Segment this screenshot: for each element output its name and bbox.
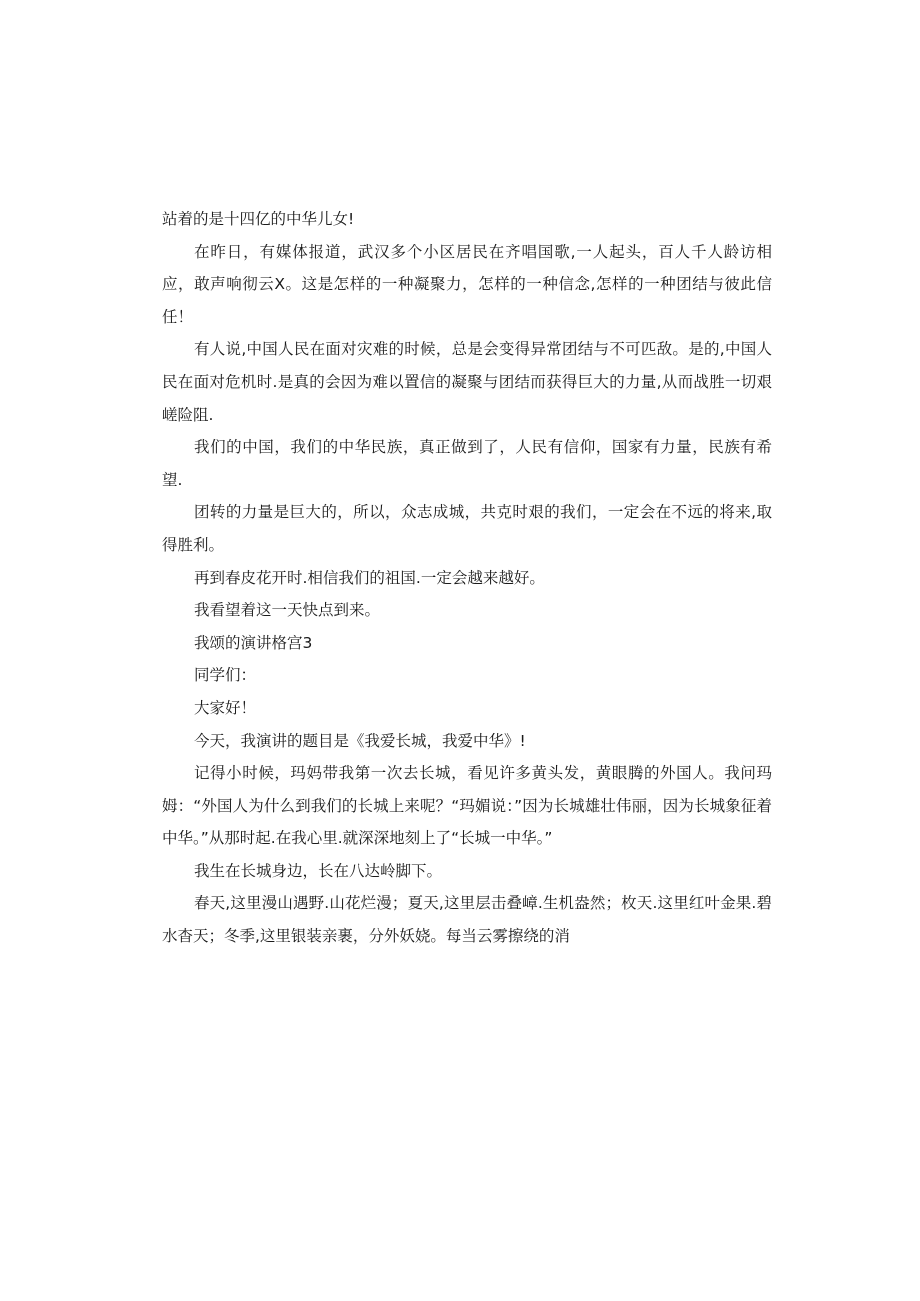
paragraph-continuation: 站着的是十四亿的中华儿女! [162, 210, 355, 228]
paragraph-speech-title: 今天，我演讲的题目是《我爱长城，我爱中华》! [194, 731, 526, 750]
paragraph-victory: 团转的力量是巨大的，所以，众志成城，共克时艰的我们，一定会在不远的将来,取得胜利。 [162, 503, 772, 554]
speech-text-body [162, 203, 772, 953]
greeting-everyone: 大家好！ [194, 698, 257, 717]
paragraph-childhood: 记得小时候，玛妈带我第一次去长城，看见许多黄头发，黄眼腾的外国人。我问玛姆：“外国人为什么到我们的长城上来呢？“玛媚说：”因为长城雄壮伟丽，因为长城象征着中华。”从那时起.在我心里.就深深地刻上了“长城一中华。” [162, 764, 772, 848]
paragraph-media-report: 在昨日，有媒体报道，武汉多个小区居民在齐唱国歌,一人起头，百人千人龄访相应，敢声响彻云X。这是怎样的一种凝聚力，怎样的一种信念,怎样的一种团结与彼此信任！ [162, 242, 772, 326]
paragraph-unity: 有人说,中国人民在面对灾难的时候，总是会变得异常团结与不可匹敌。是的,中国人民在面对危机时.是真的会因为难以置信的凝聚与团结而获得巨大的力量,从而战胜一切艰嵯险阻. [162, 340, 772, 424]
paragraph-spring: 再到春皮花开时.相信我们的祖国.一定会越来越好。 [194, 568, 545, 587]
greeting-classmates: 同学们： [194, 666, 257, 685]
paragraph-hope: 我看望着这一天快点到来。 [194, 601, 381, 620]
paragraph-birthplace: 我生在长城身边，长在八达岭脚下。 [194, 861, 443, 880]
paragraph-seasons: 春天,这里漫山遇野.山花烂漫；夏天,这里层击叠嶂.生机盎然；枚天.这里红叶金果.碧水杳天；冬季,这里银装亲裹，分外妖娆。每当云雾擦绕的消 [162, 894, 772, 946]
paragraph-nation: 我们的中国，我们的中华民族，真正做到了，人民有信仰，国家有力量，民族有希望. [162, 438, 772, 489]
section-heading: 我颂的演讲格宫3 [194, 633, 313, 652]
